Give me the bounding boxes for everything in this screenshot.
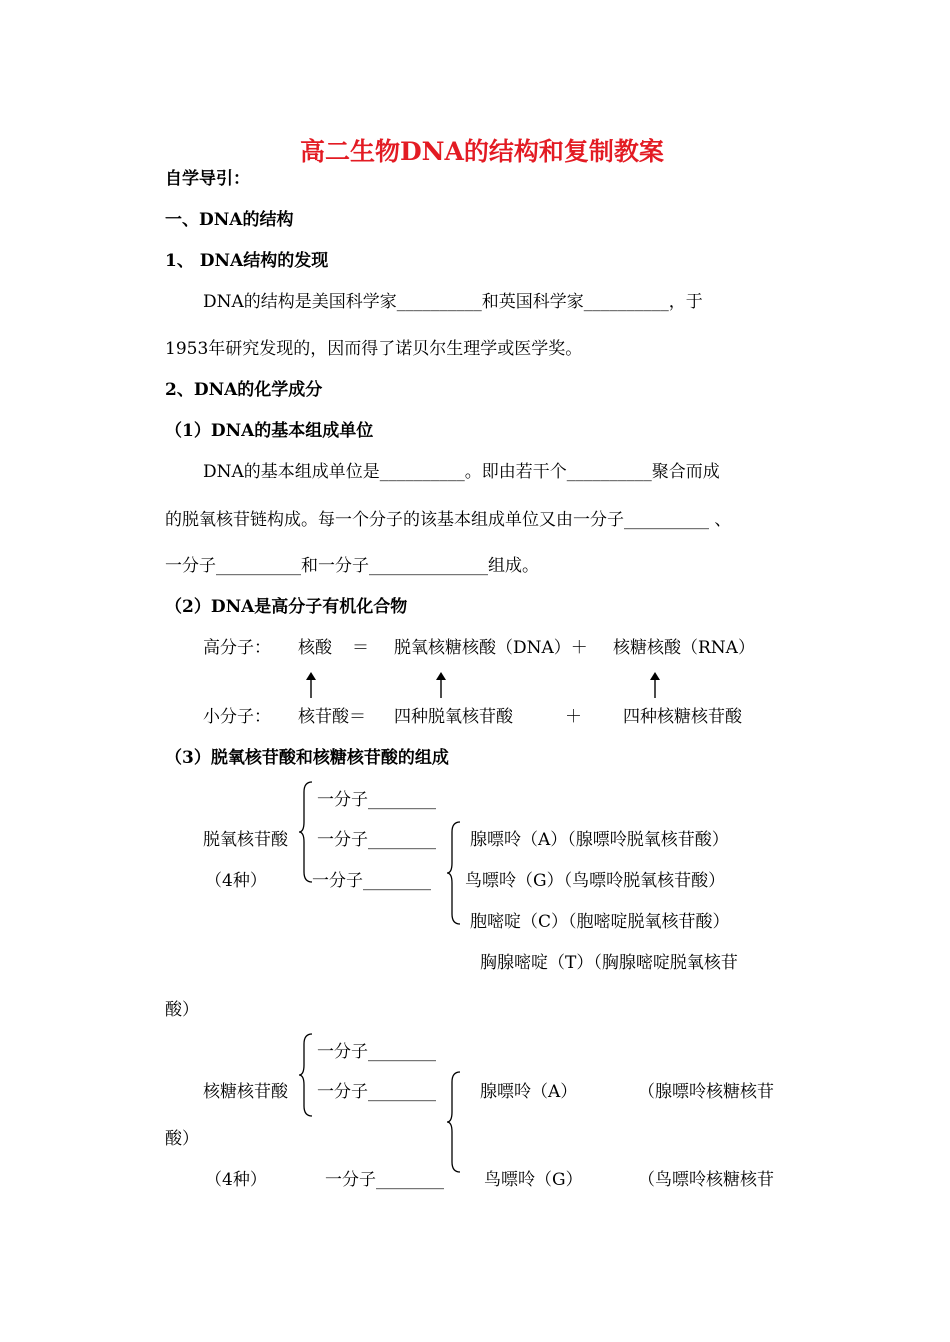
micro-label: 小分子：	[203, 707, 271, 727]
deoxy-count: （4种）	[205, 871, 267, 891]
paragraph-unit-line3: 一分子__________和一分子______________组成。	[165, 556, 539, 576]
micro-plus: ＋	[565, 707, 582, 727]
subheading-1: 1、 DNA结构的发现	[165, 251, 329, 271]
ribo-name: 核糖核苷酸	[203, 1082, 288, 1102]
arrow-up-icon	[303, 671, 319, 699]
paragraph-unit-line2: 的脱氧核苷链构成。每一个分子的该基本组成单位又由一分子__________ 、	[165, 510, 732, 530]
deoxy-base-g: 鸟嘌呤（G）（鸟嘌呤脱氧核苷酸）	[465, 871, 726, 891]
subheading-2-3: （3）脱氧核苷酸和核糖核苷酸的组成	[165, 748, 449, 768]
paragraph-unit-line1: DNA的基本组成单位是__________。即由若干个__________聚合而成	[203, 462, 720, 482]
micro-nucleotide: 核苷酸＝	[298, 707, 366, 727]
macro-label: 高分子：	[203, 638, 271, 658]
micro-ribo: 四种核糖核苷酸	[623, 707, 742, 727]
arrow-up-icon	[647, 671, 663, 699]
left-brace-icon	[446, 820, 462, 926]
subheading-2-2: （2）DNA是高分子有机化合物	[165, 597, 408, 617]
ribo-line-2: 一分子________	[317, 1082, 436, 1102]
ribo-base-g-note: （鸟嘌呤核糖核苷	[638, 1170, 774, 1190]
macro-dna: 脱氧核糖核酸（DNA）＋	[394, 638, 588, 658]
deoxy-base-c: 胞嘧啶（C）（胞嘧啶脱氧核苷酸）	[470, 912, 730, 932]
deoxy-name: 脱氧核苷酸	[203, 830, 288, 850]
left-brace-icon	[446, 1070, 462, 1174]
ribo-wrap: 酸）	[165, 1129, 199, 1149]
paragraph-discovery-line2: 1953年研究发现的，因而得了诺贝尔生理学或医学奖。	[165, 339, 583, 359]
deoxy-base-a: 腺嘌呤（A）（腺嘌呤脱氧核苷酸）	[470, 830, 729, 850]
macro-nucleic-acid: 核酸	[298, 638, 332, 658]
macro-equals: ＝	[352, 638, 369, 658]
left-brace-icon	[298, 1032, 314, 1118]
deoxy-line-3: 一分子________	[312, 871, 431, 891]
ribo-count: （4种）	[205, 1170, 267, 1190]
deoxy-line-1: 一分子________	[317, 790, 436, 810]
ribo-base-a: 腺嘌呤（A）	[480, 1082, 578, 1102]
ribo-base-g: 鸟嘌呤（G）	[484, 1170, 583, 1190]
intro-label: 自学导引：	[165, 169, 250, 189]
micro-deoxy: 四种脱氧核苷酸	[394, 707, 513, 727]
section-heading-1: 一、DNA的结构	[165, 210, 294, 230]
ribo-line-3: 一分子________	[325, 1170, 444, 1190]
deoxy-line-2: 一分子________	[317, 830, 436, 850]
macro-rna: 核糖核酸（RNA）	[613, 638, 755, 658]
subheading-2-1: （1）DNA的基本组成单位	[165, 421, 374, 441]
paragraph-discovery-line1: DNA的结构是美国科学家__________和英国科学家__________，于	[203, 292, 703, 312]
arrow-up-icon	[433, 671, 449, 699]
subheading-2: 2、DNA的化学成分	[165, 380, 323, 400]
ribo-line-1: 一分子________	[317, 1042, 436, 1062]
doc-title: 高二生物DNA的结构和复制教案	[300, 137, 664, 166]
deoxy-base-t: 胸腺嘧啶（T）（胸腺嘧啶脱氧核苷	[480, 953, 738, 973]
deoxy-wrap: 酸）	[165, 1000, 199, 1020]
ribo-base-a-note: （腺嘌呤核糖核苷	[638, 1082, 774, 1102]
